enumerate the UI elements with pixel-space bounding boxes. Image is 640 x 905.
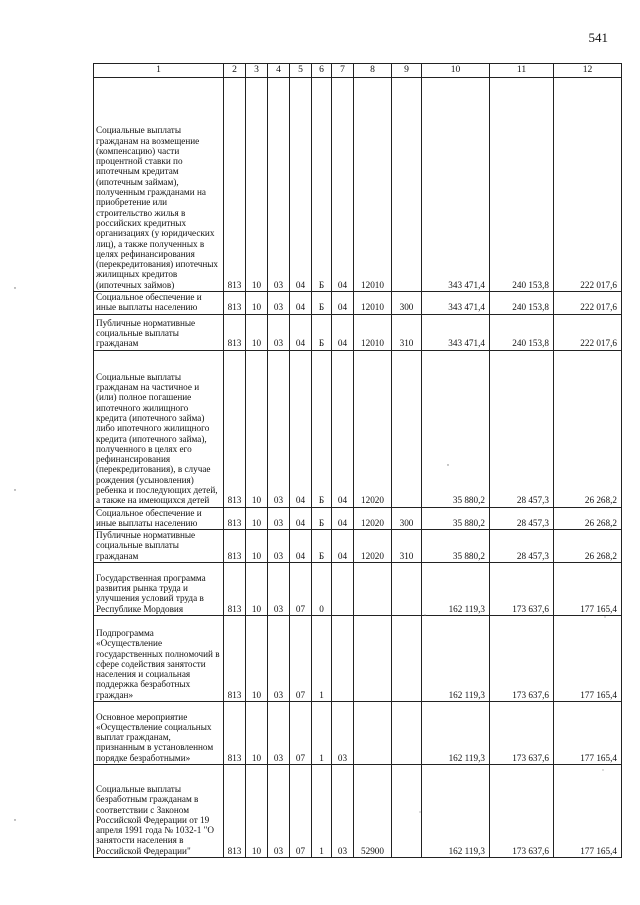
table-row xyxy=(94,350,622,507)
cell-col-2: 813 xyxy=(224,507,246,530)
cell-col-9 xyxy=(392,765,422,858)
cell-col-7: 04 xyxy=(332,292,354,315)
cell-col-7 xyxy=(332,616,354,702)
table-row xyxy=(94,314,622,350)
cell-col-10: 343 471,4 xyxy=(422,292,490,315)
cell-col-3: 10 xyxy=(246,616,268,702)
cell-col-10: 35 880,2 xyxy=(422,350,490,507)
row-name-cell: Подпрограмма «Осуществление государственных полномочий в сфере содействия занятости населения и социальная поддержка безработных граждан» xyxy=(94,616,224,702)
cell-col-8: 52900 xyxy=(354,765,392,858)
cell-col-4: 03 xyxy=(268,292,290,315)
column-header: 9 xyxy=(392,64,422,78)
cell-col-3: 10 xyxy=(246,350,268,507)
cell-col-12: 26 268,2 xyxy=(554,350,622,507)
cell-col-12: 177 165,4 xyxy=(554,563,622,616)
cell-col-11: 173 637,6 xyxy=(490,765,554,858)
cell-col-6: 1 xyxy=(312,702,332,765)
cell-col-9: 310 xyxy=(392,314,422,350)
cell-col-8: 12010 xyxy=(354,292,392,315)
table-row xyxy=(94,563,622,616)
table-row xyxy=(94,78,622,292)
cell-col-4: 03 xyxy=(268,350,290,507)
cell-col-8: 12020 xyxy=(354,530,392,563)
cell-col-3: 10 xyxy=(246,702,268,765)
cell-col-12: 177 165,4 xyxy=(554,765,622,858)
cell-col-5: 07 xyxy=(290,702,312,765)
table-row xyxy=(94,765,622,858)
cell-col-7: 04 xyxy=(332,350,354,507)
row-name-cell: Государственная программа развития рынка труда и улучшения условий труда в Республике Мордовия xyxy=(94,563,224,616)
cell-col-10: 162 119,3 xyxy=(422,616,490,702)
cell-col-6: 1 xyxy=(312,616,332,702)
cell-col-3: 10 xyxy=(246,563,268,616)
cell-col-4: 03 xyxy=(268,530,290,563)
column-header: 6 xyxy=(312,64,332,78)
cell-col-3: 10 xyxy=(246,292,268,315)
cell-col-9 xyxy=(392,350,422,507)
cell-col-9 xyxy=(392,78,422,292)
row-name-cell: Социальное обеспечение и иные выплаты населению xyxy=(94,507,224,530)
cell-col-3: 10 xyxy=(246,765,268,858)
column-header: 5 xyxy=(290,64,312,78)
cell-col-7: 04 xyxy=(332,78,354,292)
table-row xyxy=(94,507,622,530)
cell-col-2: 813 xyxy=(224,765,246,858)
column-header: 12 xyxy=(554,64,622,78)
table-row xyxy=(94,530,622,563)
table-row xyxy=(94,292,622,315)
cell-col-6: Б xyxy=(312,350,332,507)
cell-col-4: 03 xyxy=(268,765,290,858)
cell-col-5: 07 xyxy=(290,616,312,702)
cell-col-11: 173 637,6 xyxy=(490,563,554,616)
cell-col-12: 26 268,2 xyxy=(554,530,622,563)
column-header: 8 xyxy=(354,64,392,78)
page-number: 541 xyxy=(588,30,608,45)
cell-col-7: 04 xyxy=(332,507,354,530)
cell-col-5: 04 xyxy=(290,292,312,315)
cell-col-7: 04 xyxy=(332,314,354,350)
cell-col-11: 173 637,6 xyxy=(490,616,554,702)
cell-col-2: 813 xyxy=(224,702,246,765)
budget-table xyxy=(93,63,622,858)
cell-col-9: 310 xyxy=(392,530,422,563)
cell-col-10: 343 471,4 xyxy=(422,78,490,292)
cell-col-4: 03 xyxy=(268,78,290,292)
cell-col-5: 04 xyxy=(290,314,312,350)
cell-col-5: 04 xyxy=(290,507,312,530)
column-header: 10 xyxy=(422,64,490,78)
cell-col-7: 04 xyxy=(332,530,354,563)
cell-col-5: 07 xyxy=(290,765,312,858)
cell-col-10: 162 119,3 xyxy=(422,765,490,858)
cell-col-7: 03 xyxy=(332,702,354,765)
cell-col-10: 35 880,2 xyxy=(422,507,490,530)
cell-col-4: 03 xyxy=(268,563,290,616)
row-name-cell: Социальные выплаты гражданам на частичное и (или) полное погашение ипотечного жилищного кредита (ипотечного займа) либо ипотечного жилищного кредита (ипотечного займа), полученного в целях его рефинансирования (перекредитования), в случае рождения (усыновления) ребенка и последующих детей, а также на имеющихся детей xyxy=(94,350,224,507)
cell-col-4: 03 xyxy=(268,314,290,350)
row-name-cell: Социальные выплаты безработным гражданам в соответствии с Законом Российской Федерации от 19 апреля 1991 года № 1032-1 "О занятости населения в Российской Федерации" xyxy=(94,765,224,858)
cell-col-2: 813 xyxy=(224,616,246,702)
cell-col-11: 28 457,3 xyxy=(490,507,554,530)
cell-col-11: 28 457,3 xyxy=(490,350,554,507)
cell-col-10: 162 119,3 xyxy=(422,563,490,616)
table-row xyxy=(94,616,622,702)
cell-col-8: 12010 xyxy=(354,78,392,292)
cell-col-2: 813 xyxy=(224,314,246,350)
cell-col-5: 04 xyxy=(290,350,312,507)
cell-col-9: 300 xyxy=(392,292,422,315)
cell-col-9 xyxy=(392,702,422,765)
cell-col-12: 222 017,6 xyxy=(554,314,622,350)
column-header: 1 xyxy=(94,64,224,78)
cell-col-12: 26 268,2 xyxy=(554,507,622,530)
cell-col-12: 177 165,4 xyxy=(554,616,622,702)
cell-col-8: 12020 xyxy=(354,350,392,507)
cell-col-5: 04 xyxy=(290,530,312,563)
cell-col-10: 35 880,2 xyxy=(422,530,490,563)
column-header: 3 xyxy=(246,64,268,78)
cell-col-11: 173 637,6 xyxy=(490,702,554,765)
cell-col-6: 1 xyxy=(312,765,332,858)
cell-col-6: 0 xyxy=(312,563,332,616)
row-name-cell: Социальное обеспечение и иные выплаты населению xyxy=(94,292,224,315)
cell-col-4: 03 xyxy=(268,507,290,530)
row-name-cell: Публичные нормативные социальные выплаты гражданам xyxy=(94,314,224,350)
cell-col-2: 813 xyxy=(224,563,246,616)
cell-col-4: 03 xyxy=(268,616,290,702)
cell-col-11: 240 153,8 xyxy=(490,314,554,350)
cell-col-11: 28 457,3 xyxy=(490,530,554,563)
cell-col-6: Б xyxy=(312,530,332,563)
cell-col-7: 03 xyxy=(332,765,354,858)
cell-col-10: 162 119,3 xyxy=(422,702,490,765)
cell-col-6: Б xyxy=(312,292,332,315)
cell-col-2: 813 xyxy=(224,78,246,292)
column-header: 11 xyxy=(490,64,554,78)
cell-col-3: 10 xyxy=(246,507,268,530)
cell-col-5: 07 xyxy=(290,563,312,616)
cell-col-8: 12010 xyxy=(354,314,392,350)
cell-col-11: 240 153,8 xyxy=(490,78,554,292)
cell-col-3: 10 xyxy=(246,530,268,563)
column-header: 7 xyxy=(332,64,354,78)
cell-col-2: 813 xyxy=(224,350,246,507)
cell-col-2: 813 xyxy=(224,292,246,315)
cell-col-12: 222 017,6 xyxy=(554,78,622,292)
cell-col-8 xyxy=(354,702,392,765)
cell-col-6: Б xyxy=(312,314,332,350)
cell-col-8 xyxy=(354,616,392,702)
cell-col-11: 240 153,8 xyxy=(490,292,554,315)
cell-col-6: Б xyxy=(312,78,332,292)
table-row xyxy=(94,702,622,765)
table-header-row xyxy=(94,64,622,78)
cell-col-9 xyxy=(392,616,422,702)
column-header: 2 xyxy=(224,64,246,78)
cell-col-12: 222 017,6 xyxy=(554,292,622,315)
row-name-cell: Основное мероприятие «Осуществление социальных выплат гражданам, признанным в установленном порядке безработными» xyxy=(94,702,224,765)
cell-col-9 xyxy=(392,563,422,616)
cell-col-10: 343 471,4 xyxy=(422,314,490,350)
cell-col-3: 10 xyxy=(246,314,268,350)
cell-col-8: 12020 xyxy=(354,507,392,530)
cell-col-6: Б xyxy=(312,507,332,530)
column-header: 4 xyxy=(268,64,290,78)
cell-col-4: 03 xyxy=(268,702,290,765)
cell-col-5: 04 xyxy=(290,78,312,292)
row-name-cell: Социальные выплаты гражданам на возмещение (компенсацию) части процентной ставки по ипотечным кредитам (ипотечным займам), полученным гражданами на приобретение или строительство жилья в российских кредитных организациях (у юридических лиц), а также полученных в целях рефинансирования (перекредитования) ипотечных жилищных кредитов (ипотечных займов) xyxy=(94,78,224,292)
row-name-cell: Публичные нормативные социальные выплаты гражданам xyxy=(94,530,224,563)
cell-col-3: 10 xyxy=(246,78,268,292)
cell-col-8 xyxy=(354,563,392,616)
cell-col-12: 177 165,4 xyxy=(554,702,622,765)
cell-col-7 xyxy=(332,563,354,616)
cell-col-9: 300 xyxy=(392,507,422,530)
cell-col-2: 813 xyxy=(224,530,246,563)
